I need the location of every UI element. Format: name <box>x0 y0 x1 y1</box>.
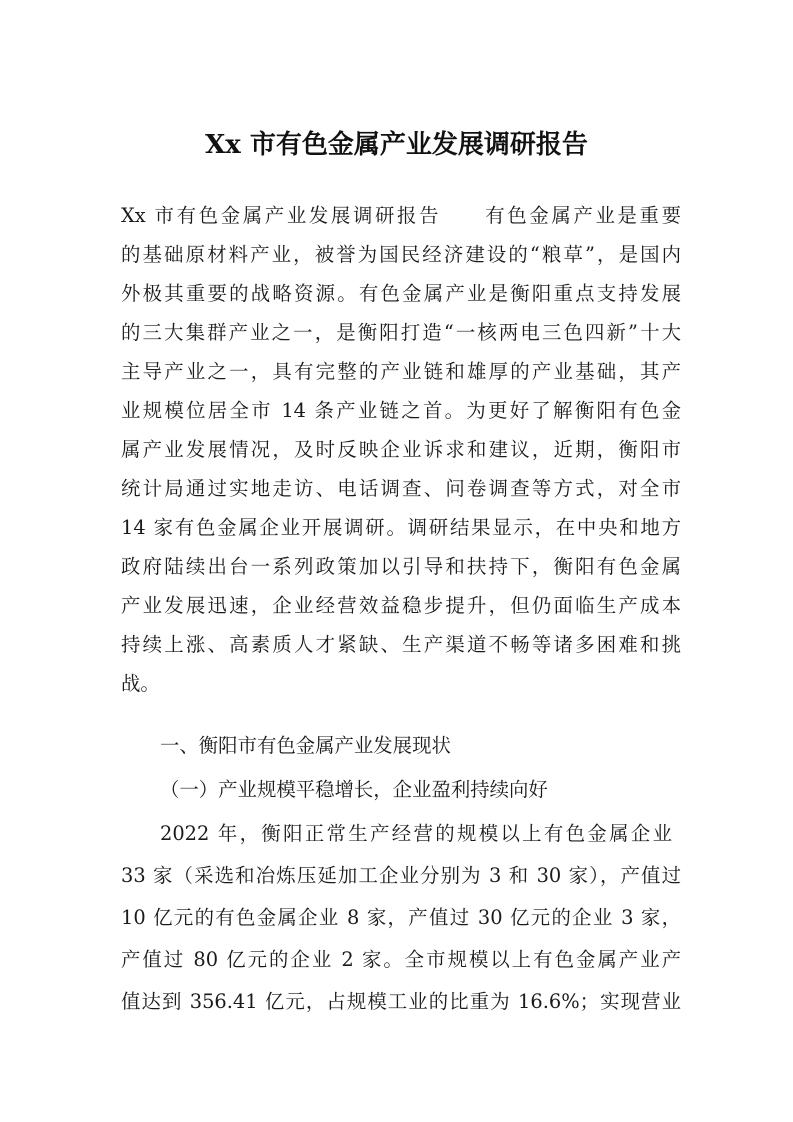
subsection-heading: （一）产业规模平稳增长，企业盈利持续向好 <box>160 778 548 801</box>
intro-line: 业规模位居全市 14 条产业链之首。为更好了解衡阳有色金 <box>121 399 681 422</box>
intro-line: Xx 市有色金属产业发展调研报告 有色金属产业是重要 <box>121 204 681 227</box>
intro-line: 属产业发展情况，及时反映企业诉求和建议，近期，衡阳市 <box>121 438 681 461</box>
intro-line: 14 家有色金属企业开展调研。调研结果显示，在中央和地方 <box>121 516 681 539</box>
intro-line: 的基础原材料产业，被誉为国民经济建设的“粮草”，是国内 <box>121 243 681 266</box>
intro-line: 战。 <box>121 672 160 695</box>
intro-line: 产业发展迅速，企业经营效益稳步提升，但仍面临生产成本 <box>121 594 681 617</box>
intro-line: 统计局通过实地走访、电话调查、问卷调查等方式，对全市 <box>121 477 681 500</box>
section-heading: 一、衡阳市有色金属产业发展现状 <box>160 734 451 757</box>
body-line: 产值过 80 亿元的企业 2 家。全市规模以上有色金属产业产 <box>121 948 681 971</box>
body-line: 10 亿元的有色金属企业 8 家，产值过 30 亿元的企业 3 家， <box>121 906 681 929</box>
body-line: 值达到 356.41 亿元，占规模工业的比重为 16.6%；实现营业 <box>121 990 681 1013</box>
body-line: 2022 年，衡阳正常生产经营的规模以上有色金属企业 <box>160 822 672 845</box>
body-line: 33 家（采选和冶炼压延加工企业分别为 3 和 30 家），产值过 <box>121 864 681 887</box>
intro-line: 主导产业之一，具有完整的产业链和雄厚的产业基础，其产 <box>121 360 681 383</box>
intro-line: 政府陆续出台一系列政策加以引导和扶持下，衡阳有色金属 <box>121 555 681 578</box>
document-title: Xx 市有色金属产业发展调研报告 <box>205 130 588 160</box>
intro-line: 持续上涨、高素质人才紧缺、生产渠道不畅等诸多困难和挑 <box>121 633 681 656</box>
intro-line: 的三大集群产业之一，是衡阳打造“一核两电三色四新”十大 <box>121 321 681 344</box>
intro-line: 外极其重要的战略资源。有色金属产业是衡阳重点支持发展 <box>121 282 681 305</box>
